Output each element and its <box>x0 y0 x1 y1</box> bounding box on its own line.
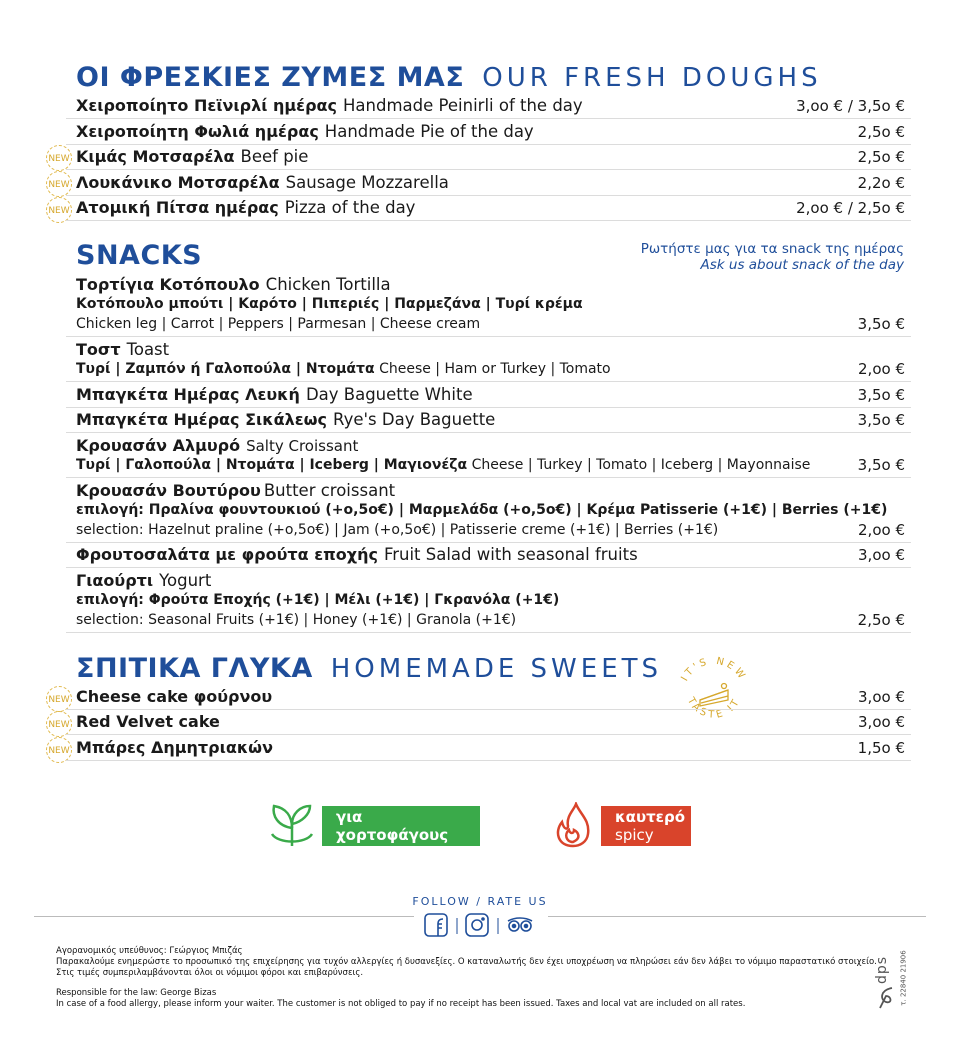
item-price: 3,5o € <box>857 386 905 404</box>
item-name-gr: Κρουασάν Αλμυρό <box>76 436 241 455</box>
tripadvisor-icon[interactable] <box>508 918 532 931</box>
menu-item-pizza <box>66 198 911 221</box>
legal-text-en <box>56 988 745 1010</box>
item-name-gr: Μπαγκέτα Ημέρας Λευκή <box>76 385 300 404</box>
item-name-gr: Κρουασάν Βουτύρου <box>76 481 261 500</box>
item-name: Cheese cake φούρνου <box>76 687 273 706</box>
dps-mark-icon <box>878 986 896 1010</box>
item-name-en: Butter croissant <box>263 481 396 500</box>
doughs-title-en: OUR FRESH DOUGHS <box>482 63 822 93</box>
spicy-tag <box>601 806 691 846</box>
brand-phone: τ. 22840 21906 <box>899 950 908 1006</box>
new-badge: NEW <box>46 171 72 197</box>
snack-note <box>641 241 904 273</box>
menu-item-tortilla <box>66 275 911 337</box>
footer-divider-right <box>548 916 926 917</box>
item-price: 3,5o € <box>857 456 905 474</box>
menu-item-baguette-rye <box>66 410 911 433</box>
menu-item-sausage <box>66 173 911 196</box>
legal-responsible-gr: Αγορανομικός υπεύθυνος: Γεώργιος Μπιζάς <box>56 946 243 956</box>
item-price: 3,5o € <box>857 411 905 429</box>
stamp-bottom-text: TASTE IT <box>684 695 744 721</box>
item-name-en: Rye's Day Baguette <box>333 410 496 429</box>
item-price: 1,5o € <box>857 739 905 757</box>
item-name-en: Sausage Mozzarella <box>285 173 449 192</box>
legal-allergy-gr: Παρακαλούμε ενημερώστε το προσωπικό της επιχείρησης για τυχόν αλλεργίες ή δυσανεξίες. Ο καταναλωτής δεν έχει υποχρέωση να πληρώσει εάν δεν λάβει το νόμιμο παραστατικό στοιχείο. <box>56 957 877 967</box>
doughs-title-gr: ΟΙ ΦΡΕΣΚΙΕΣ ΖΥΜΕΣ ΜΑΣ <box>76 62 465 93</box>
facebook-icon[interactable] <box>425 914 447 936</box>
item-name-gr: Μπαγκέτα Ημέρας Σικάλεως <box>76 410 328 429</box>
item-options-gr: επιλογή: Πραλίνα φουντουκιού (+o,5o€) | Μαρμελάδα (+o,5o€) | Κρέμα Patisserie (+1€) | Berries (+1€) <box>76 502 888 518</box>
legal-responsible-en: Responsible for the law: George Bizas <box>56 988 217 998</box>
item-name-en: Day Baguette White <box>305 385 473 404</box>
item-name: Μπάρες Δημητριακών <box>76 738 273 757</box>
item-name-en: Chicken Tortilla <box>265 275 391 294</box>
spicy-label-gr: καυτερό <box>615 808 686 826</box>
item-price: 2,5o € <box>857 123 905 141</box>
vegetarian-leaf-icon <box>268 804 316 848</box>
sweets-title <box>76 653 662 684</box>
item-price: 3,oo € <box>858 546 905 564</box>
menu-item-cereal-bars <box>66 738 911 761</box>
item-name-en: Handmade Pie of the day <box>324 122 534 141</box>
item-name-gr: Τορτίγια Κοτόπουλο <box>76 275 260 294</box>
snack-note-gr: Ρωτήστε μας για τα snack της ημέρας <box>640 241 904 257</box>
item-ingredients-gr: Κοτόπουλο μπούτι | Καρότο | Πιπεριές | Παρμεζάνα | Τυρί κρέμα <box>76 296 583 312</box>
item-name-en: Fruit Salad with seasonal fruits <box>383 545 638 564</box>
item-options-en: selection: Hazelnut praline (+o,5o€) | Jam (+o,5o€) | Patisserie creme (+1€) | Berries (+1€) <box>76 522 719 538</box>
item-options-en: selection: Seasonal Fruits (+1€) | Honey (+1€) | Granola (+1€) <box>76 612 517 628</box>
item-ingredients-gr: Τυρί | Ζαμπόν ή Γαλοπούλα | Ντομάτα <box>76 361 375 377</box>
instagram-icon[interactable] <box>466 914 488 936</box>
new-badge: NEW <box>46 197 72 223</box>
vegetarian-label-en: vegetarian <box>336 844 417 862</box>
item-ingredients-en: Chicken leg | Carrot | Peppers | Parmesan | Cheese cream <box>76 316 481 332</box>
sweets-title-en: HOMEMADE SWEETS <box>330 654 663 684</box>
item-price: 2,5o € <box>857 148 905 166</box>
item-name-gr: Χειροποίητη Φωλιά ημέρας <box>76 122 319 141</box>
menu-item-butter-croissant <box>66 481 911 543</box>
item-name-en: Yogurt <box>159 571 212 590</box>
item-price: 3,oo € <box>858 688 905 706</box>
footer-divider-left <box>34 916 414 917</box>
vegetarian-label-gr: για χορτοφάγους <box>336 808 449 844</box>
menu-item-baguette-white <box>66 385 911 408</box>
stamp-top-text: IT'S NEW <box>679 655 749 684</box>
item-name-gr: Φρουτοσαλάτα με φρούτα εποχής <box>76 545 378 564</box>
new-badge: NEW <box>46 711 72 737</box>
doughs-title <box>76 62 822 93</box>
social-icons <box>423 912 538 940</box>
item-name-en: Pizza of the day <box>284 198 416 217</box>
sweets-title-gr: ΣΠΙΤΙΚΑ ΓΛΥΚΑ <box>76 653 313 684</box>
item-price: 3,5o € <box>857 315 905 333</box>
menu-item-pie <box>66 122 911 145</box>
brand-name: dps <box>874 955 891 985</box>
item-price: 2,oo € <box>858 360 905 378</box>
item-price: 3,oo € <box>858 713 905 731</box>
menu-item-red-velvet <box>66 712 911 735</box>
dps-logo <box>876 950 916 1012</box>
snacks-title: SNACKS <box>76 240 203 271</box>
item-name-en: Salty Croissant <box>246 437 359 455</box>
item-name-en: Handmade Peinirli of the day <box>343 96 583 115</box>
menu-item-beef-pie <box>66 147 911 170</box>
legal-allergy-en: In case of a food allergy, please inform your waiter. The customer is not obliged to pay if no receipt has been issued. Taxes and local vat are included on all rates. <box>56 999 746 1009</box>
menu-item-salty-croissant <box>66 436 911 478</box>
item-name-gr: Γιαούρτι <box>76 571 154 590</box>
item-name-gr: Χειροποίητο Πεϊνιρλί ημέρας <box>76 96 338 115</box>
item-ingredients-en: Cheese | Turkey | Tomato | Iceberg | Mayonnaise <box>471 457 811 473</box>
item-price: 2,2o € <box>857 174 905 192</box>
menu-item-cheesecake <box>66 687 911 710</box>
legal-text-gr <box>56 946 877 979</box>
legal-taxes-gr: Στις τιμές συμπεριλαμβάνονται όλοι οι νόμιμοι φόροι και επιβαρύνσεις. <box>56 968 364 978</box>
item-price: 2,oo € / 2,5o € <box>796 199 905 217</box>
item-price: 2,5o € <box>857 611 905 629</box>
svg-text:IT'S NEW <box>679 656 748 683</box>
item-options-gr: επιλογή: Φρούτα Εποχής (+1€) | Μέλι (+1€) | Γκρανόλα (+1€) <box>76 592 560 608</box>
item-name-gr: Λουκάνικο Μοτσαρέλα <box>76 173 280 192</box>
snack-note-en: Ask us about snack of the day <box>700 257 904 273</box>
new-badge: NEW <box>46 145 72 171</box>
menu-item-yogurt <box>66 571 911 633</box>
vegetarian-tag <box>322 806 480 862</box>
item-ingredients-gr: Τυρί | Γαλοπούλα | Ντομάτα | Iceberg | Μαγιονέζα <box>76 457 468 473</box>
menu-item-toast <box>66 340 911 382</box>
new-badge: NEW <box>46 686 72 712</box>
item-name-en: Beef pie <box>240 147 309 166</box>
follow-rate-label: FOLLOW / RATE US <box>412 895 548 908</box>
new-badge: NEW <box>46 737 72 763</box>
item-price: 2,oo € <box>858 521 905 539</box>
item-name-gr: Κιμάς Μοτσαρέλα <box>76 147 235 166</box>
menu-item-fruit-salad <box>66 545 911 568</box>
item-name-gr: Ατομική Πίτσα ημέρας <box>76 198 279 217</box>
item-ingredients-en: Cheese | Ham or Turkey | Tomato <box>379 361 611 377</box>
item-name-en: Toast <box>126 340 170 359</box>
item-name: Red Velvet cake <box>76 712 220 731</box>
spicy-flame-icon <box>552 802 594 848</box>
item-price: 3,oo € / 3,5o € <box>796 97 905 115</box>
item-name-gr: Τοστ <box>76 340 121 359</box>
spicy-label-en: spicy <box>615 826 654 844</box>
menu-item-peinirli <box>66 96 911 119</box>
